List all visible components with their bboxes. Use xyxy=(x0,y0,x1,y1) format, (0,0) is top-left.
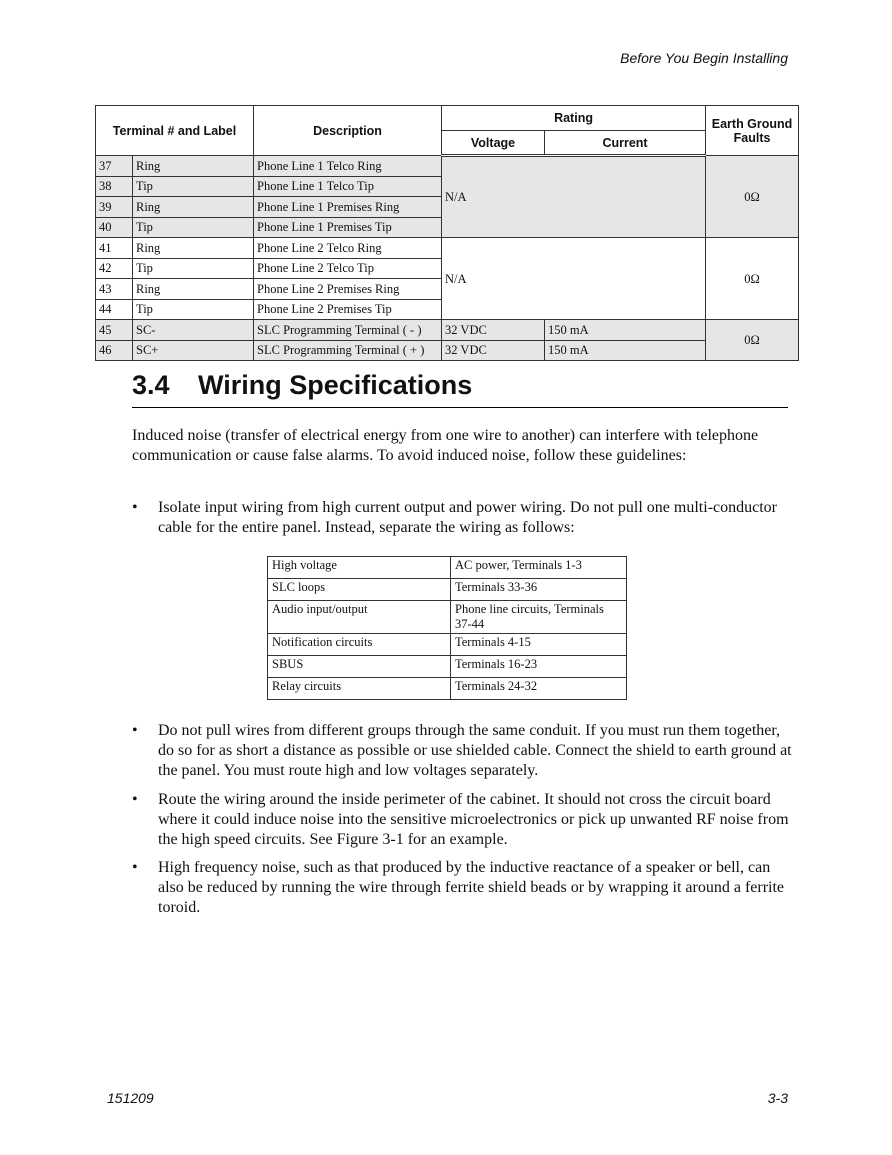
terminal-number: 40 xyxy=(96,217,133,238)
bullet-marker: • xyxy=(132,499,138,516)
bullet-item xyxy=(132,858,792,918)
earth-fault-value: 0Ω xyxy=(706,156,799,238)
terminal-label: Ring xyxy=(133,279,254,300)
terminal-rating-table xyxy=(95,105,799,361)
table-row xyxy=(96,340,799,361)
terminal-label: SC+ xyxy=(133,340,254,361)
terminal-number: 44 xyxy=(96,299,133,320)
terminal-label: Ring xyxy=(133,238,254,259)
bullet-text: Isolate input wiring from high current output and power wiring. Do not pull one multi-conductor cable for the entire panel. Instead, separate the wiring as follows: xyxy=(158,499,777,536)
bullet-text: Do not pull wires from different groups through the same conduit. If you must run them together, do so for as short a distance as possible or use shielded cable. Connect the shield to earth ground at the panel. You must route high and low voltages separately. xyxy=(158,722,792,779)
earth-fault-value: 0Ω xyxy=(706,238,799,320)
terminal-description: Phone Line 2 Telco Ring xyxy=(254,238,442,259)
table-row xyxy=(268,601,627,634)
terminal-label: Tip xyxy=(133,217,254,238)
header-rating: Rating xyxy=(442,106,706,131)
table-row xyxy=(268,678,627,700)
wiring-type: SBUS xyxy=(268,656,451,678)
table-row xyxy=(96,238,799,259)
table-row xyxy=(268,634,627,656)
header-terminal: Terminal # and Label xyxy=(96,106,254,156)
voltage-value: 32 VDC xyxy=(442,320,545,341)
wiring-groups-table xyxy=(267,556,627,700)
terminal-description: Phone Line 2 Telco Tip xyxy=(254,258,442,279)
header-earth-ground: Earth Ground Faults xyxy=(706,106,799,156)
wiring-terminals: Terminals 33-36 xyxy=(451,579,627,601)
terminal-number: 37 xyxy=(96,156,133,177)
wiring-type: Audio input/output xyxy=(268,601,451,634)
terminal-number: 45 xyxy=(96,320,133,341)
terminal-label: SC- xyxy=(133,320,254,341)
table-row xyxy=(96,156,799,177)
terminal-description: SLC Programming Terminal ( - ) xyxy=(254,320,442,341)
terminal-label: Tip xyxy=(133,258,254,279)
section-heading xyxy=(132,368,788,408)
bullet-item xyxy=(132,721,792,781)
bullet-item xyxy=(132,790,792,850)
wiring-type: Notification circuits xyxy=(268,634,451,656)
terminal-description: Phone Line 2 Premises Tip xyxy=(254,299,442,320)
wiring-type: High voltage xyxy=(268,557,451,579)
section-number: 3.4 xyxy=(132,370,170,400)
intro-paragraph: Induced noise (transfer of electrical energy from one wire to another) can interfere with telephone communication or cause false alarms. To avoid induced noise, follow these guidelines: xyxy=(132,427,759,464)
terminal-number: 46 xyxy=(96,340,133,361)
header-description: Description xyxy=(254,106,442,156)
terminal-description: Phone Line 1 Premises Ring xyxy=(254,197,442,218)
terminal-number: 41 xyxy=(96,238,133,259)
terminal-label: Ring xyxy=(133,156,254,177)
wiring-terminals: AC power, Terminals 1-3 xyxy=(451,557,627,579)
current-value: 150 mA xyxy=(545,340,706,361)
voltage-value: 32 VDC xyxy=(442,340,545,361)
bullet-item xyxy=(132,498,792,538)
wiring-terminals: Terminals 16-23 xyxy=(451,656,627,678)
section-title: Wiring Specifications xyxy=(198,370,473,400)
wiring-type: SLC loops xyxy=(268,579,451,601)
footer-doc-number: 151209 xyxy=(107,1090,154,1106)
terminal-description: Phone Line 1 Telco Ring xyxy=(254,156,442,177)
header-current: Current xyxy=(545,131,706,156)
rating-value: N/A xyxy=(442,156,706,238)
earth-fault-value: 0Ω xyxy=(706,320,799,361)
table-row xyxy=(268,579,627,601)
terminal-description: Phone Line 1 Premises Tip xyxy=(254,217,442,238)
rating-value: N/A xyxy=(442,238,706,320)
bullet-marker: • xyxy=(132,859,138,876)
bullet-text: High frequency noise, such as that produced by the inductive reactance of a speaker or bell, can also be reduced by running the wire through ferrite shield beads or by wrapping it around a ferrite toroid. xyxy=(158,859,785,916)
terminal-number: 39 xyxy=(96,197,133,218)
bullet-marker: • xyxy=(132,722,138,739)
terminal-description: Phone Line 1 Telco Tip xyxy=(254,176,442,197)
table-row xyxy=(268,557,627,579)
terminal-label: Tip xyxy=(133,176,254,197)
footer-page-number: 3-3 xyxy=(767,1090,788,1106)
terminal-number: 42 xyxy=(96,258,133,279)
terminal-description: SLC Programming Terminal ( + ) xyxy=(254,340,442,361)
bullet-marker: • xyxy=(132,791,138,808)
bullet-text: Route the wiring around the inside perimeter of the cabinet. It should not cross the circuit board where it could induce noise into the sensitive microelectronics or pick up unwanted RF noise from the high speed circuits. See Figure 3-1 for an example. xyxy=(158,791,789,848)
wiring-terminals: Terminals 4-15 xyxy=(451,634,627,656)
wiring-terminals: Phone line circuits, Terminals 37-44 xyxy=(451,601,627,634)
terminal-label: Tip xyxy=(133,299,254,320)
running-header: Before You Begin Installing xyxy=(620,50,788,66)
wiring-type: Relay circuits xyxy=(268,678,451,700)
terminal-label: Ring xyxy=(133,197,254,218)
table-row xyxy=(268,656,627,678)
current-value: 150 mA xyxy=(545,320,706,341)
table-row xyxy=(96,320,799,341)
wiring-terminals: Terminals 24-32 xyxy=(451,678,627,700)
header-voltage: Voltage xyxy=(442,131,545,156)
terminal-number: 38 xyxy=(96,176,133,197)
terminal-description: Phone Line 2 Premises Ring xyxy=(254,279,442,300)
terminal-number: 43 xyxy=(96,279,133,300)
